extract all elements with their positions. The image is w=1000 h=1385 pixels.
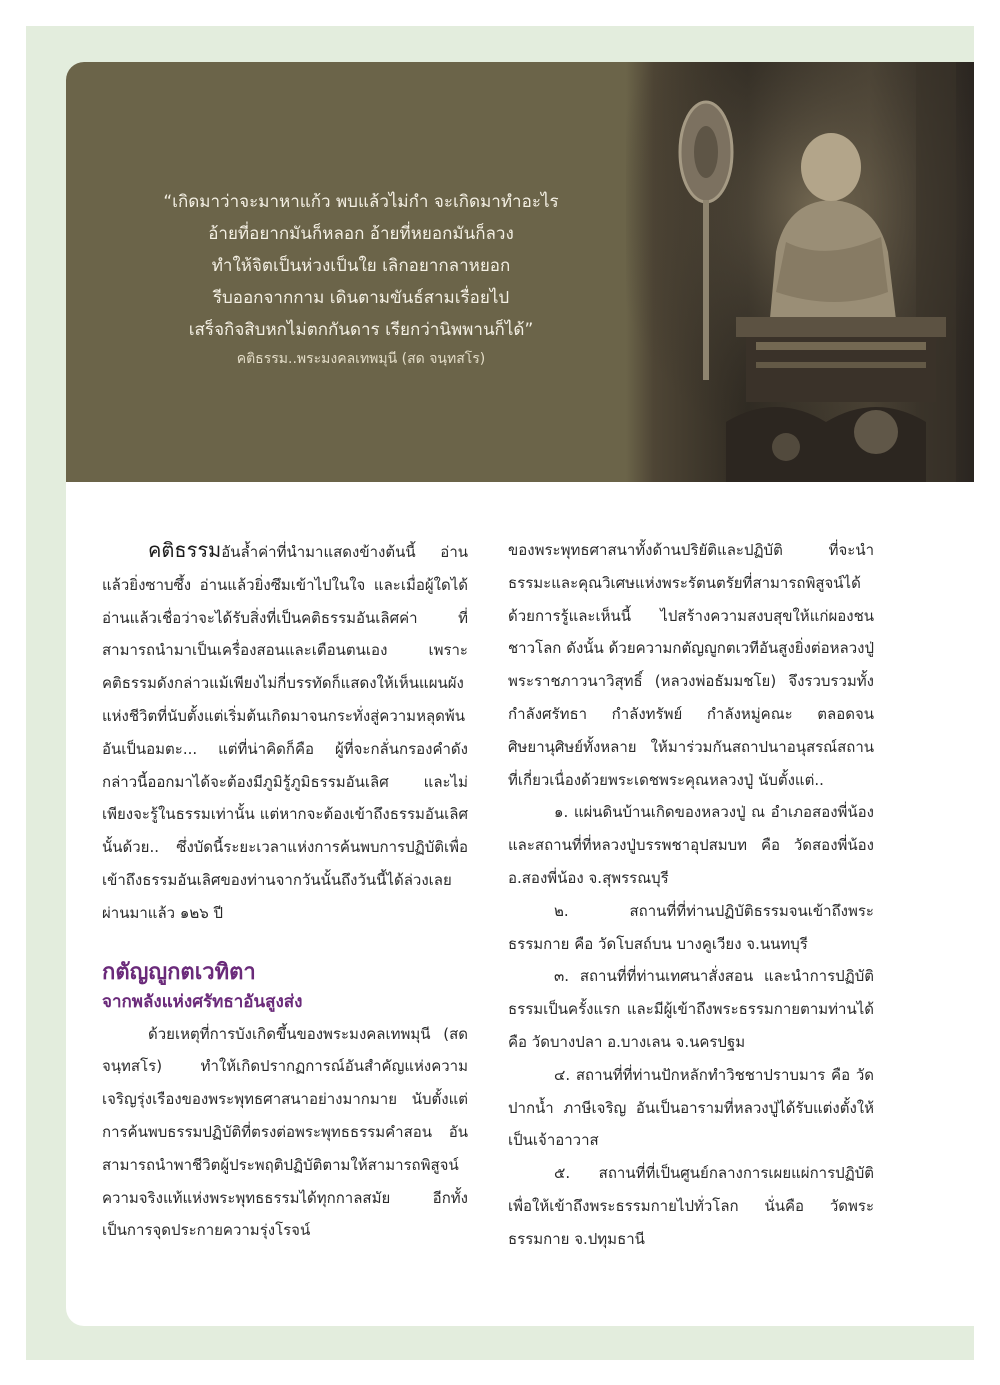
section-heading-block <box>102 956 468 1014</box>
list-item: ๑. แผ่นดินบ้านเกิดของหลวงปู่ ณ อำเภอสองพี่น้อง และสถานที่ที่หลวงปู่บรรพชาอุปสมบท คือ วัดสองพี่น้อง อ.สองพี่น้อง จ.สุพรรณบุรี <box>508 803 874 887</box>
quote-line: “เกิดมาว่าจะมาหาแก้ว พบแล้วไม่กำ จะเกิดมาทำอะไร <box>163 192 559 212</box>
list-item: ๓. สถานที่ที่ท่านเทศนาสั่งสอน และนำการปฏิบัติธรรมเป็นครั้งแรก และมีผู้เข้าถึงพระธรรมกายตามท่านได้ คือ วัดบางปลา อ.บางเลน จ.นครปฐม <box>508 967 874 1051</box>
intro-text: อันล้ำค่าที่นำมาแสดงข้างต้นนี้ อ่านแล้วยิ่งซาบซึ้ง อ่านแล้วยิ่งซึมเข้าไปในใจ และเมื่อผู้ใดได้อ่านแล้วเชื่อว่าจะได้รับสิ่งที่เป็นคติธรรมอันเลิศค่า ที่สามารถนำมาเป็นเครื่องสอนและเตือนตนเอง เพราะคติธรรมดังกล่าวแม้เพียงไม่กี่บรรทัดก็แสดงให้เห็นแผนผังแห่งชีวิตที่นับตั้งแต่เริ่มต้นเกิดมาจนกระทั่งสู่ความหลุดพ้นอันเป็นอมตะ... แต่ที่น่าคิดก็คือ ผู้ที่จะกลั่นกรองคำดังกล่าวนี้ออกมาได้จะต้องมีภูมิรู้ภูมิธรรมอันเลิศ และไม่เพียงจะรู้ในธรรมเท่านั้น แต่หากจะต้องเข้าถึงธรรมอันเลิศนั้นด้วย.. ซึ่งบัดนี้ระยะเวลาแห่งการค้นพบการปฏิบัติเพื่อเข้าถึงธรรมอันเลิศของท่านจากวันนั้นถึงวันนี้ได้ล่วงเลยผ่านมาแล้ว ๑๒๖ ปี <box>102 543 468 922</box>
quote-attribution: คติธรรม..พระมงคลเทพมุนี (สด จนฺทสโร) <box>236 351 486 367</box>
intro-paragraph <box>102 534 468 930</box>
quote-line: เสร็จกิจสิบหกไม่ตกกันดาร เรียกว่านิพพานก็ได้” <box>188 320 534 340</box>
body-paragraph: ด้วยเหตุที่การบังเกิดขึ้นของพระมงคลเทพมุนี (สด จนฺทสโร) ทำให้เกิดปรากฏการณ์อันสำคัญแห่งความเจริญรุ่งเรืองของพระพุทธศาสนาอย่างมากมาย นับตั้งแต่การค้นพบธรรมปฏิบัติที่ตรงต่อพระพุทธธรรมคำสอน อันสามารถนำพาชีวิตผู้ประพฤติปฏิบัติตามให้สามารถพิสูจน์ความจริงแท้แห่งพระพุทธธรรมได้ทุกกาลสมัย อีกทั้งเป็นการจุดประกายความรุ่งโรจน์ <box>102 1024 468 1240</box>
list-item: ๕. สถานที่ที่เป็นศูนย์กลางการเผยแผ่การปฏิบัติเพื่อให้เข้าถึงพระธรรมกายไปทั่วโลก นั่นคือ วัดพระธรรมกาย จ.ปทุมธานี <box>508 1164 874 1248</box>
section-subheading: จากพลังแห่งศรัทธาอันสูงส่ง <box>102 991 303 1012</box>
column-left <box>102 534 468 1247</box>
lead-word: คติธรรม <box>148 538 222 562</box>
list-item: ๒. สถานที่ที่ท่านปฏิบัติธรรมจนเข้าถึงพระธรรมกาย คือ วัดโบสถ์บน บางคูเวียง จ.นนทบุรี <box>508 901 874 953</box>
quote-line: รีบออกจากกาม เดินตามขันธ์สามเรื่อยไป <box>212 288 510 308</box>
section-heading: กตัญญูกตเวทิตา <box>102 959 256 985</box>
quote-block <box>126 186 596 346</box>
list-item: ๔. สถานที่ที่ท่านปักหลักทำวิชชาปราบมาร คือ วัดปากน้ำ ภาษีเจริญ อันเป็นอารามที่หลวงปู่ได้รับแต่งตั้งให้เป็นเจ้าอาวาส <box>508 1065 874 1150</box>
monk-photo <box>626 62 974 482</box>
column-right <box>508 534 874 1256</box>
quote-line: อ้ายที่อยากมันก็หลอก อ้ายที่หยอกมันก็ลวง <box>208 224 514 244</box>
header-band <box>66 62 974 482</box>
quote-line: ทำให้จิตเป็นห่วงเป็นใย เลิกอยากลาหยอก <box>211 256 511 276</box>
monk-photo-illustration <box>626 62 974 482</box>
body-paragraph: ของพระพุทธศาสนาทั้งด้านปริยัติและปฏิบัติ ที่จะนำธรรมะและคุณวิเศษแห่งพระรัตนตรัยที่สามารถพิสูจน์ได้ด้วยการรู้และเห็นนี้ ไปสร้างความสงบสุขให้แก่ผองชนชาวโลก ดังนั้น ด้วยความกตัญญูกตเวทีอันสูงยิ่งต่อหลวงปู่ พระราชภาวนาวิสุทธิ์ (หลวงพ่อธัมมชโย) จึงรวบรวมทั้งกำลังศรัทธา กำลังทรัพย์ กำลังหมู่คณะ ตลอดจนศิษยานุศิษย์ทั้งหลาย ให้มาร่วมกันสถาปนาอนุสรณ์สถานที่เกี่ยวเนื่องด้วยพระเดชพระคุณหลวงปู่ นับตั้งแต่.. <box>508 541 874 789</box>
